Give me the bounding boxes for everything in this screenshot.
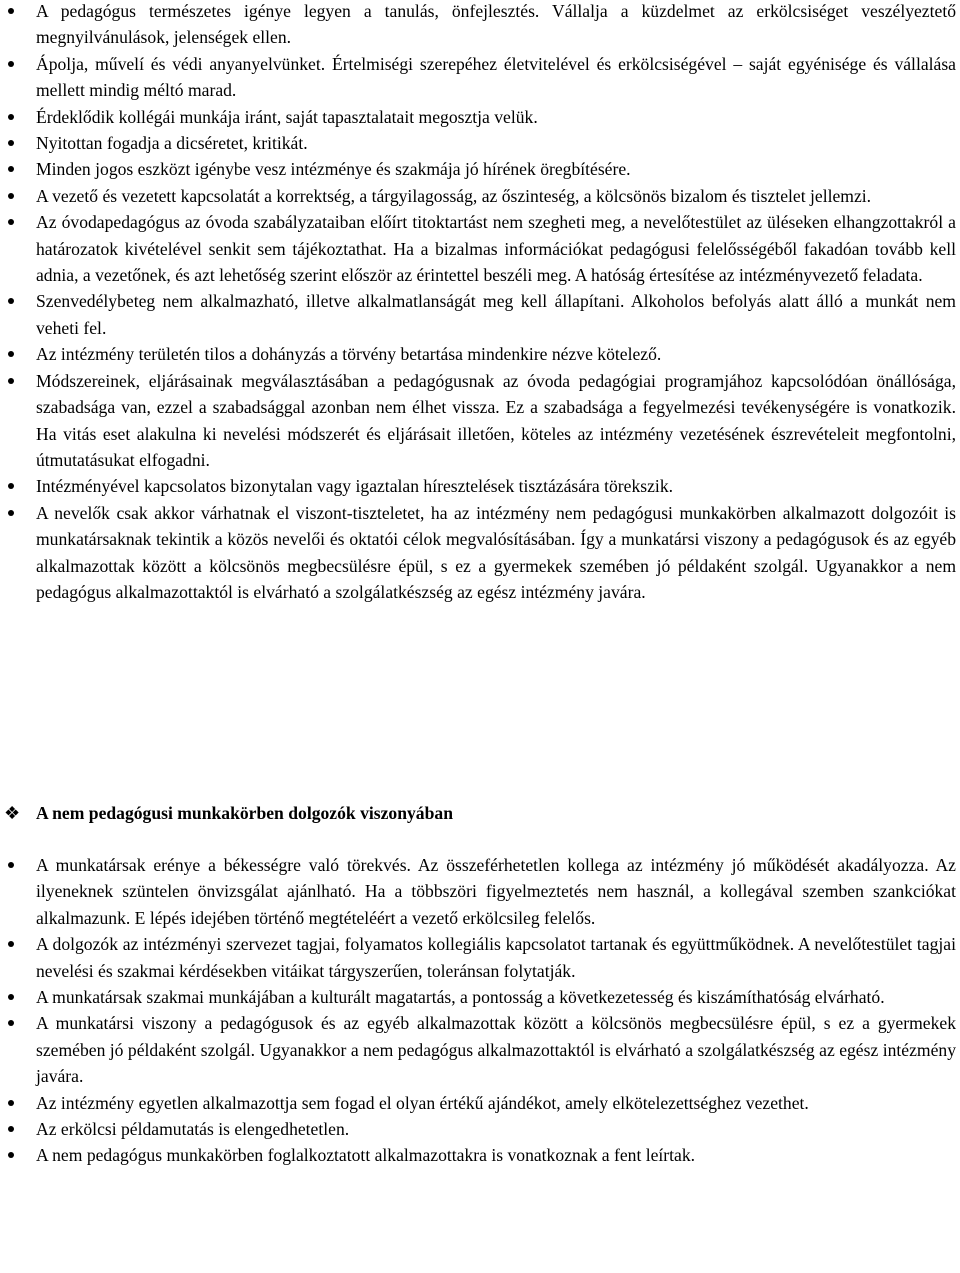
list-item-text: A munkatársak erénye a békességre való törekvés. Az összeférhetetlen kollega az intézmény jó működését akadályozza. Az ilyeneknek szüntelen önvizsgálat ajánlható. Ha a többszöri figyelmeztetés nem használ, a kollegával szemben szankciókat alkalmazunk. E lépés idejében történő megtételéért a vezető erkölcsileg felelős. [36,855,956,928]
bullet-icon [8,510,14,516]
bullet-icon [8,298,14,304]
bullet-icon [8,1126,14,1132]
non-teaching-staff-list [0,852,960,1169]
bullet-icon [8,61,14,67]
list-item [0,473,960,499]
list-item-text: Ápolja, művelí és védi anyanyelvünket. Értelmiségi szerepéhez életvitelével és erkölcsiségével – saját egyénisége és vállalása mellett mindig méltó marad. [36,53,956,101]
list-item-text: Szenvedélybeteg nem alkalmazható, illetve alkalmatlanságát meg kell állapítani. Alkoholos befolyás alatt álló a munkát nem veheti fel. [36,291,956,338]
bullet-icon [8,219,14,225]
list-item [0,0,960,51]
list-item [0,288,960,341]
bullet-icon [8,8,14,14]
list-item [0,156,960,182]
bullet-icon [8,351,14,357]
list-item-text: A vezető és vezetett kapcsolatát a korrektség, a tárgyilagosság, az őszinteség, a kölcsönös bizalom és tisztelet jellemzi. [36,185,872,206]
list-item-text: Intézményével kapcsolatos bizonytalan vagy igaztalan híresztelések tisztázására törekszik. [36,476,674,497]
section-heading-text: A nem pedagógusi munkakörben dolgozók viszonyában [36,803,453,823]
list-item [0,104,960,130]
list-item-text: Az intézmény egyetlen alkalmazottja sem fogad el olyan értékű ajándékot, amely elkötelezettséghez vezethet. [36,1092,809,1113]
bullet-icon [8,483,14,489]
list-item-text: Az intézmény területén tilos a dohányzás a törvény betartása mindenkire nézve kötelező. [36,344,662,365]
list-item-text: Nyitottan fogadja a dicséretet, kritikát. [36,133,308,154]
list-item-text: A dolgozók az intézményi szervezet tagjai, folyamatos kollegiális kapcsolatot tartanak és együttműködnek. A nevelőtestület tagjai nevelési és szakmai kérdésekben vitáikat tárgyszerűen, toleránsan folytatják. [36,934,956,981]
list-item-text: A munkatársak szakmai munkájában a kulturált magatartás, a pontosság a következetesség és kiszámíthatóság elvárható. [36,987,885,1008]
list-item-text: A munkatársi viszony a pedagógusok és az egyéb alkalmazottak között a kölcsönös megbecsülésre épül, s ez a gyermekek szemében jó példaként szolgál. Ugyanakkor a nem pedagógus alkalmazottaktól is elvárható a szolgálatkészség az egész intézmény javára. [36,1013,956,1087]
section-heading [0,800,960,826]
list-item [0,1142,960,1168]
bullet-icon [8,140,14,146]
list-item [0,852,960,931]
bullet-icon [8,862,14,868]
bullet-icon [8,941,14,947]
bullet-icon [8,1020,14,1026]
list-item-text: A nevelők csak akkor várhatnak el viszont-tiszteletet, ha az intézmény nem pedagógusi munkakörben alkalmazott dolgozóit is munkatársaknak tekintik a közös nevelői és oktatói célok megvalósításában. Így a munkatársi viszony a pedagógusok és az egyéb alkalmazottak között a kölcsönös megbecsülésre épül, s ez a gyermekek szemében jó példaként szolgál. Ugyanakkor a nem pedagógus alkalmazottaktól is elvárható a szolgálatkészség az egész intézmény javára. [36,502,956,602]
bullet-icon [8,166,14,172]
list-item [0,1090,960,1116]
list-item [0,51,960,104]
list-item [0,209,960,288]
bullet-icon [8,193,14,199]
list-item-text: A pedagógus természetes igénye legyen a tanulás, önfejlesztés. Vállalja a küzdelmet az erkölcsiséget veszélyeztető megnyilvánulások, jelenségek ellen. [36,1,956,48]
bullet-icon [8,1100,14,1106]
bullet-icon [8,114,14,120]
list-item-text: Az óvodapedagógus az óvoda szabályzataiban előírt titoktartást nem szegheti meg, a nevelőtestület az üléseken elhangzottakról a határozatok kivételével senkit sem tájékoztathat. Ha a bizalmas információkat pedagógusi felelősségéből fakadóan tovább kell adnia, a vezetőnek, és azt lehetőség szerint először az érintettel beszéli meg. A hatóság értesítése az intézményvezető feladata. [36,212,956,286]
list-item-text: Minden jogos eszközt igénybe vesz intézménye és szakmája jó hírének öregbítésére. [36,159,631,180]
diamond-bullet-icon: ❖ [4,803,21,823]
bullet-icon [8,378,14,384]
list-item-text: A nem pedagógus munkakörben foglalkoztatott alkalmazottakra is vonatkoznak a fent leírtak. [36,1145,696,1166]
list-item [0,984,960,1010]
list-item [0,368,960,474]
ethics-rules-list [0,0,960,605]
list-item [0,341,960,367]
list-item-text: Módszereinek, eljárásainak megválasztásában a pedagógusnak az óvoda pedagógiai programjához kapcsolódóan önállósága, szabadsága van, ezzel a szabadsággal azonban nem élhet vissza. Ez a szabadsága a fegyelmezési tevékenységére is vonatkozik. Ha vitás eset alakulna ki nevelési módszerét és eljárásait illetően, köteles az intézmény vezetésének észrevételeit megfontolni, útmutatásukat elfogadni. [36,370,956,470]
list-item [0,183,960,209]
list-item-text: Érdeklődik kollégái munkája iránt, saját tapasztalatait megosztja velük. [36,106,538,127]
bullet-icon [8,994,14,1000]
list-item [0,130,960,156]
list-item [0,1116,960,1142]
list-item [0,1010,960,1089]
list-item [0,500,960,606]
bullet-icon [8,1152,14,1158]
list-item-text: Az erkölcsi példamutatás is elengedhetetlen. [36,1119,350,1140]
list-item [0,931,960,984]
